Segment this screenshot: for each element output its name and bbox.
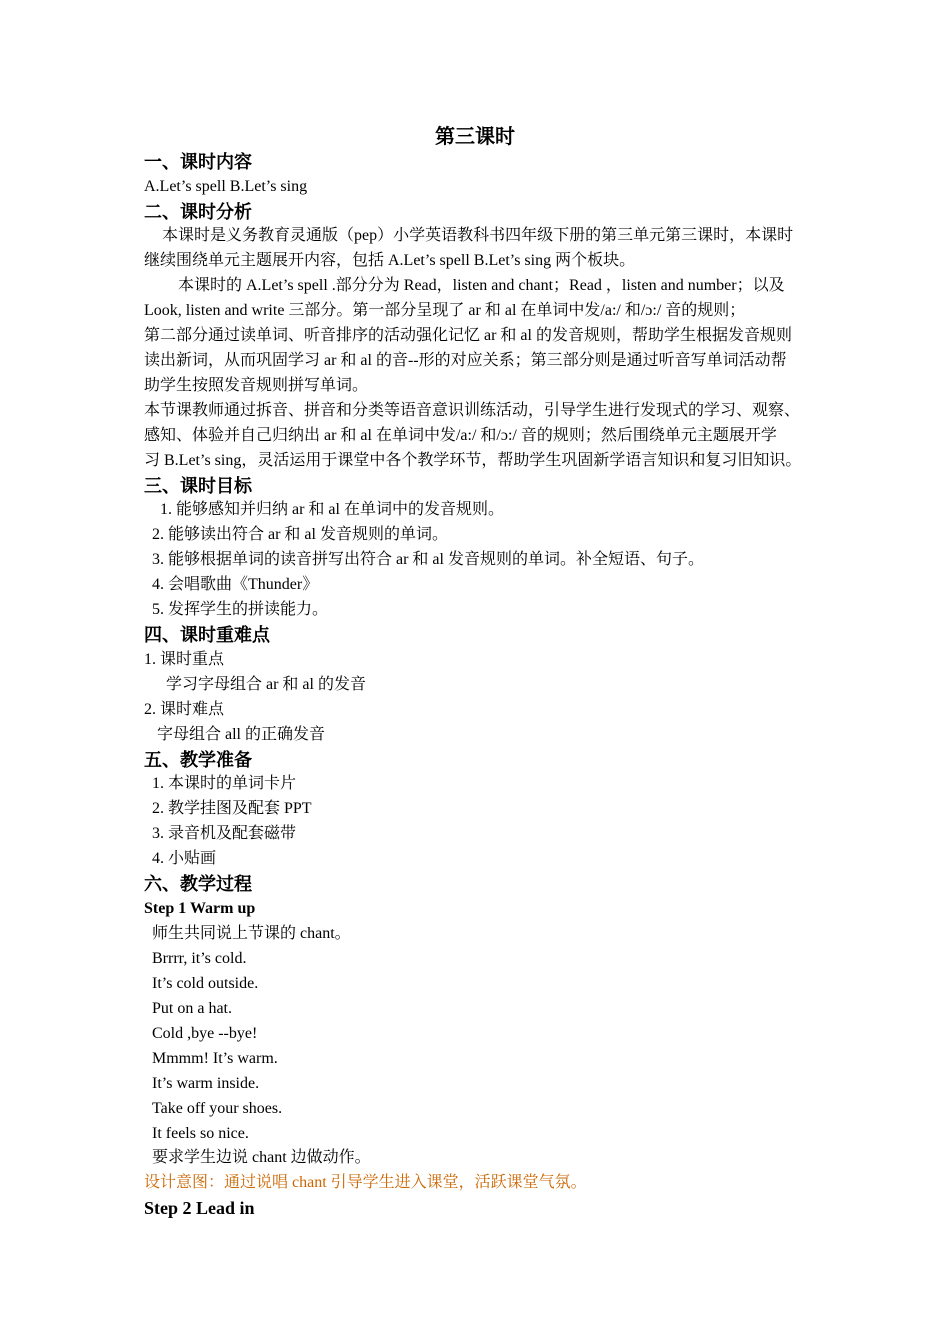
analysis-line: 本课时的 A.Let’s spell .部分分为 Read，listen and chant；Read ，listen and number；以及 — [178, 277, 785, 294]
key-point-label: 1. 课时重点 — [144, 651, 225, 668]
section-1-content: A.Let’s spell B.Let’s sing — [144, 178, 308, 195]
goal-item: 4. 会唱歌曲《Thunder》 — [152, 576, 319, 593]
analysis-line: 读出新词，从而巩固学习 ar 和 al 的音--形的对应关系；第三部分则是通过听音写单词活动帮 — [144, 352, 787, 369]
prep-item: 4. 小贴画 — [152, 850, 217, 867]
section-4-heading: 四、课时重难点 — [144, 625, 270, 645]
section-1-heading: 一、课时内容 — [144, 152, 252, 172]
difficulty-text: 字母组合 all 的正确发音 — [157, 726, 325, 743]
step-1-intro: 师生共同说上节课的 chant。 — [152, 925, 351, 942]
chant-line: Take off your shoes. — [152, 1100, 283, 1117]
analysis-line: 继续围绕单元主题展开内容，包括 A.Let’s spell B.Let’s sing 两个板块。 — [144, 252, 636, 269]
goal-item: 1. 能够感知并归纳 ar 和 al 在单词中的发音规则。 — [160, 501, 504, 518]
section-3-heading: 三、课时目标 — [144, 476, 252, 496]
chant-line: Put on a hat. — [152, 1000, 232, 1017]
goal-item: 3. 能够根据单词的读音拼写出符合 ar 和 al 发音规则的单词。补全短语、句子。 — [152, 551, 704, 568]
chant-line: Cold ,bye --bye! — [152, 1025, 258, 1042]
section-6-heading: 六、教学过程 — [144, 874, 252, 894]
analysis-line: 第二部分通过读单词、听音排序的活动强化记忆 ar 和 al 的发音规则，帮助学生根据发音规则 — [144, 327, 792, 344]
chant-line: It’s cold outside. — [152, 975, 259, 992]
section-2-heading: 二、课时分析 — [144, 202, 252, 222]
analysis-line: 本节课教师通过拆音、拼音和分类等语音意识训练活动，引导学生进行发现式的学习、观察、 — [144, 402, 801, 419]
analysis-line: 感知、体验并自己归纳出 ar 和 al 在单词中发/a:/ 和/ɔ:/ 音的规则；然后围绕单元主题展开学 — [144, 427, 777, 444]
analysis-line: 助学生按照发音规则拼写单词。 — [144, 377, 369, 394]
analysis-line: Look, listen and write 三部分。第一部分呈现了 ar 和 al 在单词中发/a:/ 和/ɔ:/ 音的规则； — [144, 302, 746, 319]
section-5-heading: 五、教学准备 — [144, 750, 252, 770]
chant-line: Mmmm! It’s warm. — [152, 1050, 278, 1067]
prep-item: 2. 教学挂图及配套 PPT — [152, 800, 312, 817]
step-1-heading: Step 1 Warm up — [144, 900, 256, 917]
goal-item: 2. 能够读出符合 ar 和 al 发音规则的单词。 — [152, 526, 448, 543]
analysis-line: 习 B.Let’s sing，灵活运用于课堂中各个教学环节，帮助学生巩固新学语言知识和复习旧知识。 — [144, 452, 802, 469]
difficulty-label: 2. 课时难点 — [144, 701, 225, 718]
goal-item: 5. 发挥学生的拼读能力。 — [152, 601, 329, 618]
key-point-text: 学习字母组合 ar 和 al 的发音 — [166, 676, 366, 693]
chant-line: Brrrr, it’s cold. — [152, 950, 247, 967]
prep-item: 3. 录音机及配套磁带 — [152, 825, 297, 842]
page-title: 第三课时 — [435, 126, 515, 148]
step-2-heading: Step 2 Lead in — [144, 1198, 255, 1218]
prep-item: 1. 本课时的单词卡片 — [152, 775, 297, 792]
chant-line: It’s warm inside. — [152, 1075, 260, 1092]
design-note: 设计意图：通过说唱 chant 引导学生进入课堂，活跃课堂气氛。 — [144, 1174, 587, 1191]
step-1-instruction: 要求学生边说 chant 边做动作。 — [152, 1149, 371, 1166]
analysis-line: 本课时是义务教育灵通版（pep）小学英语教科书四年级下册的第三单元第三课时，本课时 — [162, 227, 794, 244]
chant-line: It feels so nice. — [152, 1125, 249, 1142]
